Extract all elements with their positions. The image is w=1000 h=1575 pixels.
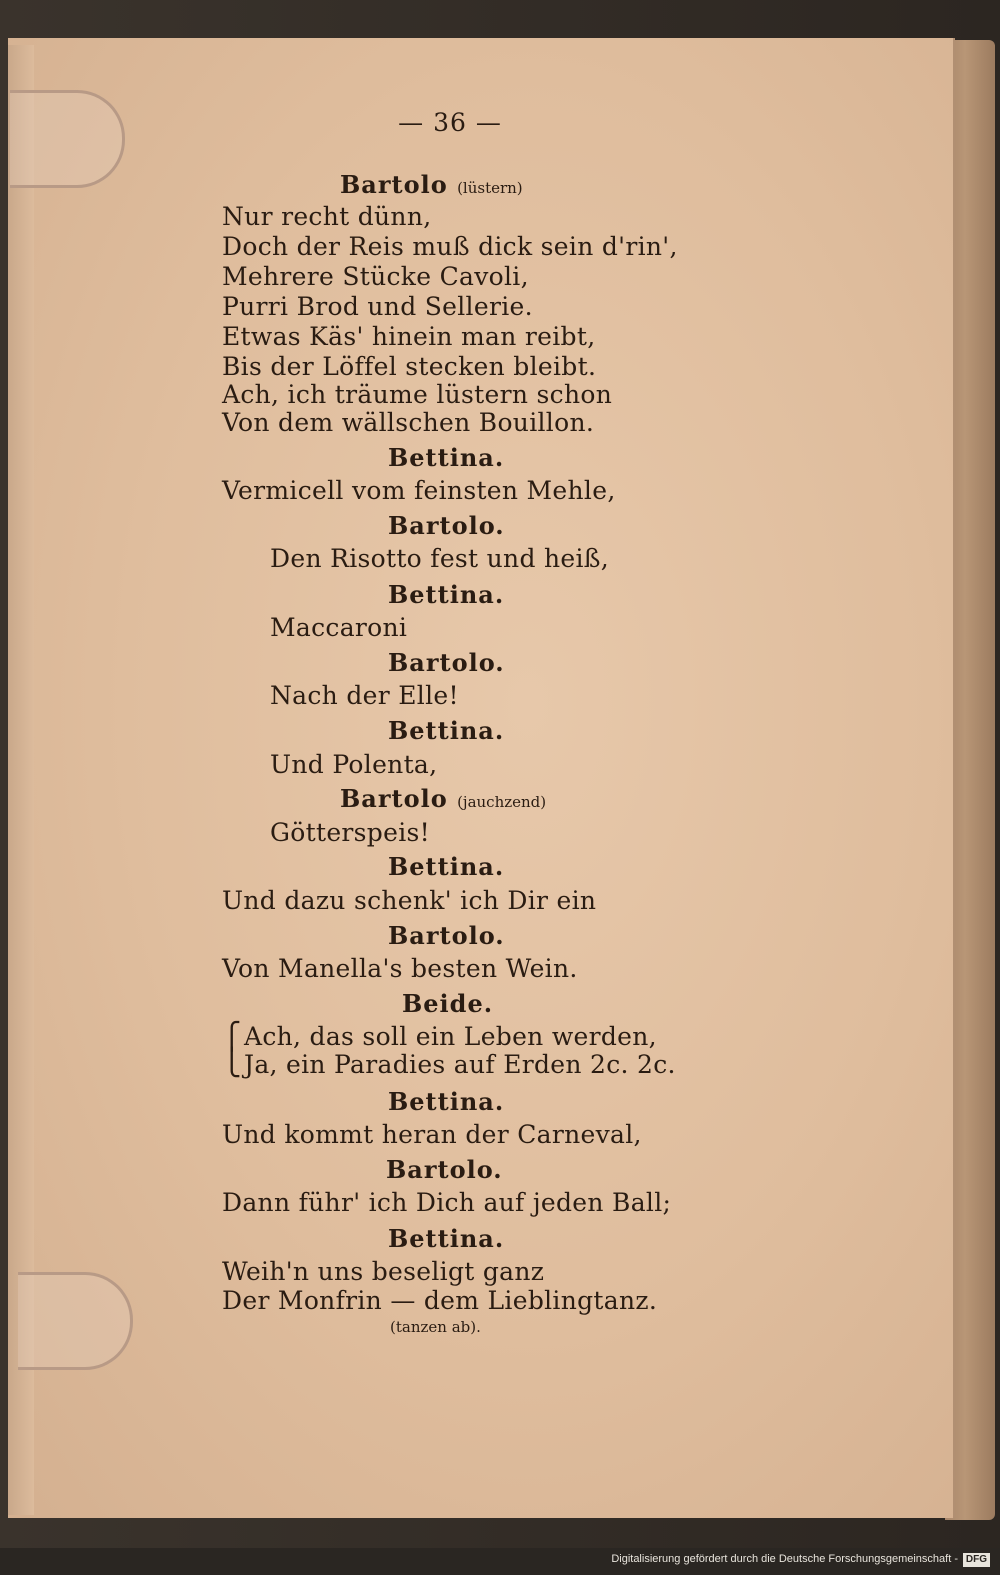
speaker-label: Bettina. <box>388 580 505 609</box>
verse-line: Und kommt heran der Carneval, <box>222 1120 642 1149</box>
verse-line: Dann führ' ich Dich auf jeden Ball; <box>222 1188 672 1217</box>
verse-line: Götterspeis! <box>270 818 430 847</box>
verse-line: Ach, das soll ein Leben werden, <box>244 1022 657 1051</box>
speaker-label: Bettina. <box>388 443 505 472</box>
speaker-label: Bettina. <box>388 716 505 745</box>
verse-line: Und Polenta, <box>270 750 438 779</box>
verse-line: Nach der Elle! <box>270 681 459 710</box>
verse-line: Purri Brod und Sellerie. <box>222 292 533 321</box>
verse-line: Doch der Reis muß dick sein d'rin', <box>222 232 678 261</box>
verse-line: Mehrere Stücke Cavoli, <box>222 262 529 291</box>
verse-line: Von Manella's besten Wein. <box>222 954 578 983</box>
speaker-label: Bartolo. <box>388 921 505 950</box>
bracket-icon: ⎩ <box>222 1048 242 1078</box>
speaker-label <box>340 170 523 199</box>
stage-direction: (tanzen ab). <box>390 1318 481 1336</box>
verse-line: Den Risotto fest und heiß, <box>270 544 610 573</box>
page-number: — 36 — <box>398 108 502 137</box>
verse-line: Maccaroni <box>270 613 408 642</box>
verse-line: Bis der Löffel stecken bleibt. <box>222 352 597 381</box>
speaker-label: Beide. <box>402 989 494 1018</box>
verse-line: Und dazu schenk' ich Dir ein <box>222 886 597 915</box>
footer-credit: Digitalisierung gefördert durch die Deutsche Forschungsgemeinschaft - <box>611 1553 958 1565</box>
speaker-label: Bartolo. <box>388 511 505 540</box>
verse-line: Ach, ich träume lüstern schon <box>222 380 613 409</box>
verse-line: Vermicell vom feinsten Mehle, <box>222 476 616 505</box>
verse-line: Weih'n uns beseligt ganz <box>222 1257 545 1286</box>
dfg-logo: DFG <box>963 1553 990 1567</box>
speaker-label: Bettina. <box>388 1224 505 1253</box>
verse-line: Etwas Käs' hinein man reibt, <box>222 322 596 351</box>
speaker-label: Bartolo. <box>386 1155 503 1184</box>
verse-line: Der Monfrin — dem Lieblingtanz. <box>222 1286 658 1315</box>
verse-line: Von dem wällschen Bouillon. <box>222 408 595 437</box>
speaker-name: Bartolo <box>340 170 448 199</box>
speaker-label: Bettina. <box>388 852 505 881</box>
speaker-label <box>340 784 546 813</box>
speaker-name: Bartolo <box>340 784 448 813</box>
stage-direction: (jauchzend) <box>457 793 547 811</box>
verse-line: Ja, ein Paradies auf Erden 2c. 2c. <box>244 1050 676 1079</box>
speaker-label: Bettina. <box>388 1087 505 1116</box>
stage-direction: (lüstern) <box>457 179 523 197</box>
bracket-icon: ⎧ <box>222 1022 242 1052</box>
speaker-label: Bartolo. <box>388 648 505 677</box>
verse-line: Nur recht dünn, <box>222 202 432 231</box>
